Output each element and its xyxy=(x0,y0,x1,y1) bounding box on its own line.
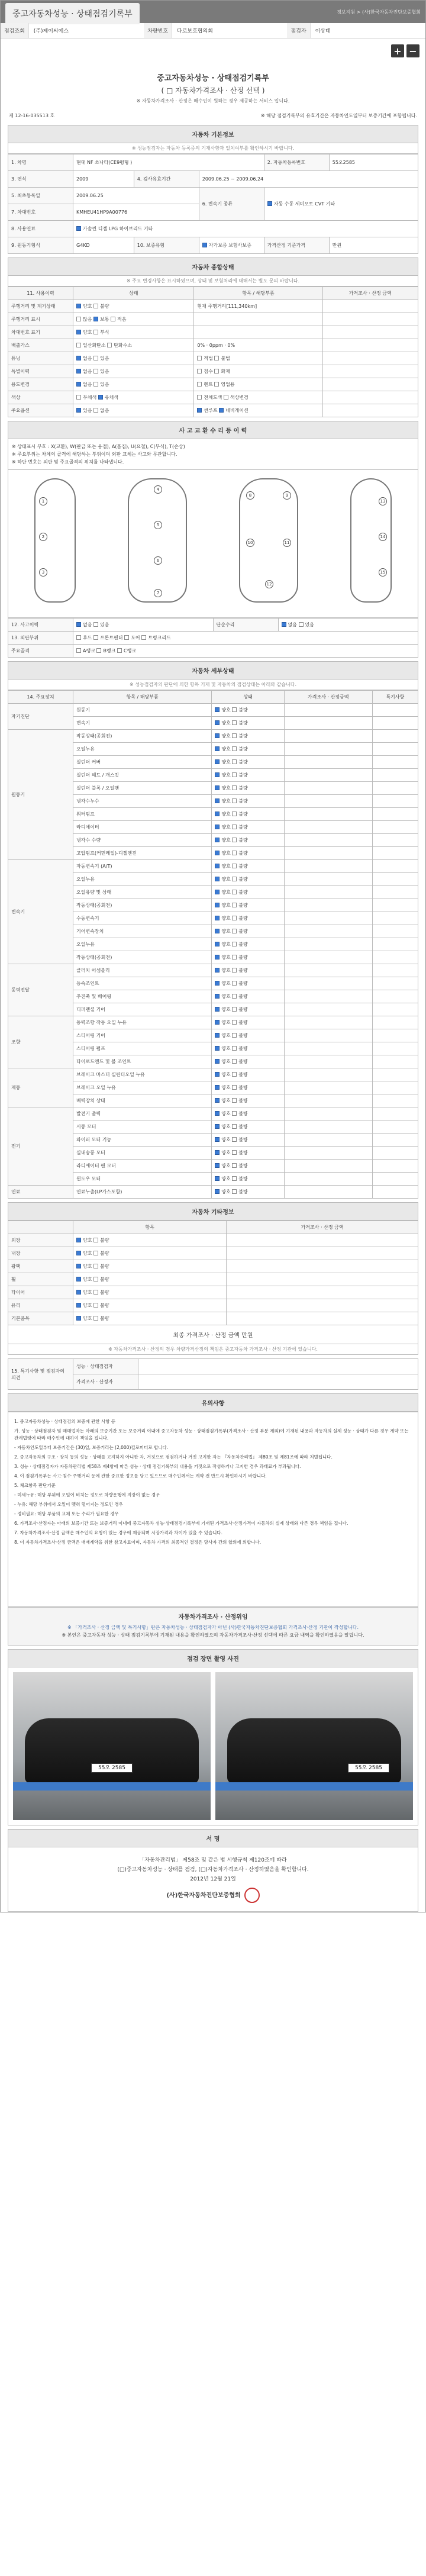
other-info-row: 타이어 양호 불량 xyxy=(8,1286,418,1299)
other-info-label: 외장 xyxy=(8,1234,73,1247)
car-right-side-diagram: 13 14 15 xyxy=(350,478,392,603)
detail-item-state: 양호 불량 xyxy=(212,769,285,782)
document-title: 중고자동차성능 · 상태점검기록부 xyxy=(157,74,269,83)
first-reg-value: 2009.06.25 xyxy=(73,188,199,204)
detail-item-state: 양호 불량 xyxy=(212,1055,285,1068)
transmission-value: 자동 수동 세미오토 CVT 기타 xyxy=(264,188,418,221)
year-label: 3. 연식 xyxy=(8,171,73,188)
detail-item-name: 브레이크 마스터 실린더오일 누유 xyxy=(73,1068,212,1081)
zoom-in-button[interactable]: + xyxy=(391,44,404,57)
detail-item-state: 양호 불량 xyxy=(212,730,285,743)
detail-head: 자동차 세부상태 xyxy=(8,661,418,680)
detail-item-state: 양호 불량 xyxy=(212,1016,285,1029)
car-value: 다로보호협의회 xyxy=(177,28,213,34)
other-info-row: 광택 양호 불량 xyxy=(8,1260,418,1273)
detail-item-state: 양호 불량 xyxy=(212,717,285,730)
document-title-block xyxy=(8,63,418,110)
front-photo xyxy=(13,1672,211,1820)
detail-section-name: 연료 xyxy=(8,1186,73,1199)
accident-head: 사 고 교 환 수 리 등 이 력 xyxy=(8,421,418,439)
fuel-value: 가솔린 디젤 LPG 하이브리드 기타 xyxy=(73,221,418,237)
detail-row xyxy=(8,1186,418,1199)
detail-row xyxy=(8,730,418,743)
detail-row xyxy=(8,1016,418,1029)
summary-row: 차대번호 표기 xyxy=(8,326,73,339)
detail-item-name: 오일누유 xyxy=(73,938,212,951)
detail-row xyxy=(8,860,418,873)
basic-info-table xyxy=(8,154,418,254)
detail-col-note: 특기사항 xyxy=(372,691,418,704)
other-info-label: 광택 xyxy=(8,1260,73,1273)
summary-head: 자동차 종합상태 xyxy=(8,257,418,276)
detail-item-state: 양호 불량 xyxy=(212,912,285,925)
car-frame-diagram: 8 9 10 11 12 xyxy=(239,478,298,603)
detail-item-state: 양호 불량 xyxy=(212,1107,285,1120)
detail-item-name: 스티어링 기어 xyxy=(73,1029,212,1042)
detail-item-name: 실내송풍 모터 xyxy=(73,1147,212,1160)
other-info-label: 기본품목 xyxy=(8,1312,73,1325)
detail-item-name: 수동변속기 xyxy=(73,912,212,925)
detail-item-name: 작동상태(공회전) xyxy=(73,951,212,964)
note-item: 6. 가격조사·산정자는 아래의 보증기간 또는 보증거리 이내에 중고자동차 성능·상태점검기록부에 기재된 가격조사·산정가격이 자동차의 실제 상태와 다른 경우 책임을 집니다. xyxy=(14,1521,348,1526)
vin-value: KMHEU41HP9A00776 xyxy=(73,204,199,221)
car-no-label: 2. 자동차등록번호 xyxy=(264,154,329,171)
reg-value: (주)제이씨에스 xyxy=(33,28,69,34)
detail-item-name: 실린더 블록 / 오일팬 xyxy=(73,782,212,795)
document-desc: ※ 자동차가격조사 · 산정은 매수인이 원하는 경우 제공하는 서비스 입니다. xyxy=(136,98,290,104)
detail-item-name: 변속기 xyxy=(73,717,212,730)
note-item: 5. 체크항목 판단기준 xyxy=(14,1483,56,1488)
special-notes-table xyxy=(8,1358,418,1390)
detail-col-item: 14. 주요장치 xyxy=(8,691,73,704)
detail-item-state: 양호 불량 xyxy=(212,1134,285,1147)
detail-section-name: 동력전달 xyxy=(8,964,73,1016)
other-info-label: 타이어 xyxy=(8,1286,73,1299)
car-top-diagram: 4 5 6 7 xyxy=(128,478,187,603)
other-info-row: 휠 양호 불량 xyxy=(8,1273,418,1286)
accident-table: 12. 사고이력 없음 있음 단순수리 없음 있음 13. 외판부위 후드 프론트펜더 도어 트렁크리드 주요골격 A랭크 B랭크 C랭크 xyxy=(8,618,418,658)
sign-line1: 「자동차관리법」 제58조 및 같은 법 시행규칙 제120조에 따라 xyxy=(139,1857,287,1863)
detail-item-name: 시동 모터 xyxy=(73,1120,212,1134)
detail-item-name: 스티어링 펌프 xyxy=(73,1042,212,1055)
summary-row: 용도변경 xyxy=(8,378,73,391)
detail-item-name: 오일누유 xyxy=(73,743,212,756)
car-no-value: 55오2585 xyxy=(329,154,418,171)
summary-col-state: 상태 xyxy=(73,287,194,300)
transmission-label: 6. 변속기 종류 xyxy=(199,188,264,221)
summary-row: 튜닝 xyxy=(8,352,73,365)
signer: (사)한국자동차진단보증협회 xyxy=(8,1888,418,1903)
final-price-line: 최종 가격조사 · 산정 금액 만원 xyxy=(8,1325,418,1344)
notes-body xyxy=(8,1412,418,1607)
detail-table xyxy=(8,690,418,1199)
detail-item-name: 워터펌프 xyxy=(73,808,212,821)
other-info-row: 외장 양호 불량 xyxy=(8,1234,418,1247)
inspector-label: 점검자 xyxy=(287,23,310,38)
detail-item-name: 타이로드엔드 및 볼 조인트 xyxy=(73,1055,212,1068)
detail-item-state: 양호 불량 xyxy=(212,756,285,769)
detail-section-name: 변속기 xyxy=(8,860,73,964)
other-info-row: 기본품목 양호 불량 xyxy=(8,1312,418,1325)
summary-col-history: 11. 사용이력 xyxy=(8,287,73,300)
summary-row: 색상 xyxy=(8,391,73,404)
detail-item-name: 작동상태(공회전) xyxy=(73,899,212,912)
detail-item-name: 실린더 헤드 / 개스킷 xyxy=(73,769,212,782)
detail-item-state: 양호 불량 xyxy=(212,1029,285,1042)
document-subtitle: ( □ 자동차가격조사 · 산정 선택 ) xyxy=(161,86,265,95)
consign-head: 자동차가격조사 · 산정위임 xyxy=(178,1614,248,1621)
detail-section-name: 자기진단 xyxy=(8,704,73,730)
car-diagrams xyxy=(8,470,418,618)
summary-col-item: 항목 / 해당부품 xyxy=(194,287,322,300)
detail-section-name: 원동기 xyxy=(8,730,73,860)
detail-item-name: 라디에이터 xyxy=(73,821,212,834)
document-number: 제 12-16-035513 호 xyxy=(9,113,55,118)
detail-item-state: 양호 불량 xyxy=(212,873,285,886)
zoom-out-button[interactable]: − xyxy=(406,44,419,57)
document-meta xyxy=(8,110,418,121)
detail-row xyxy=(8,1107,418,1120)
detail-item-state: 양호 불량 xyxy=(212,1081,285,1094)
basic-info-head: 자동차 기본정보 xyxy=(8,125,418,143)
detail-item-name: 브레이크 오일 누유 xyxy=(73,1081,212,1094)
detail-item-name: 등속조인트 xyxy=(73,977,212,990)
summary-sub: ※ 주요 변경사항은 표시하였으며, 상태 및 보험처리에 대해서는 별도 문의 바랍니다. xyxy=(8,276,418,286)
car-model-label: 1. 차명 xyxy=(8,154,73,171)
summary-col-price: 가격조사 · 산정 금액 xyxy=(322,287,418,300)
detail-item-name: 추진축 및 베어링 xyxy=(73,990,212,1003)
detail-item-state: 양호 불량 xyxy=(212,951,285,964)
detail-item-name: 윈도우 모터 xyxy=(73,1173,212,1186)
detail-item-state: 양호 불량 xyxy=(212,964,285,977)
detail-item-name: 연료누출(LP가스포함) xyxy=(73,1186,212,1199)
note-item: - 정비필요: 해당 부품의 교체 또는 수리가 필요한 경우 xyxy=(14,1511,119,1516)
detail-item-state: 양호 불량 xyxy=(212,1160,285,1173)
detail-item-state: 양호 불량 xyxy=(212,938,285,951)
inspector-value: 이상태 xyxy=(315,28,331,34)
detail-item-state: 양호 불량 xyxy=(212,1094,285,1107)
detail-item-name: 냉각수누수 xyxy=(73,795,212,808)
other-info-label: 내장 xyxy=(8,1247,73,1260)
warranty-type-value: 자가보증 보험사보증 xyxy=(199,237,264,254)
plate-rear: 55오 2585 xyxy=(348,1763,389,1773)
detail-item-state: 양호 불량 xyxy=(212,795,285,808)
detail-item-name: 디퍼렌셜 기어 xyxy=(73,1003,212,1016)
detail-item-name: 고압펌프(커먼레일)-디젤엔진 xyxy=(73,847,212,860)
detail-col-price: 가격조사 · 산정금액 xyxy=(284,691,372,704)
detail-item-state: 양호 불량 xyxy=(212,743,285,756)
detail-item-name: 배력장치 상태 xyxy=(73,1094,212,1107)
car-model-value: 현대 NF 쏘나타(CE9평형 ) xyxy=(73,154,264,171)
note-item: 4. 이 점검기록부는 사고·침수·주행거리 등에 관한 중요한 정보를 담고 있으므로 매수인께서는 계약 전 반드시 확인하시기 바랍니다. xyxy=(14,1473,267,1479)
other-info-table: 항목 가격조사 · 산정 금액 외장 양호 불량 내장 양호 불량 광택 양호 불량 휠 양호 불량 타이어 양호 불량 유리 양호 불량 기본품목 양호 불량 xyxy=(8,1221,418,1325)
detail-item-name: 클러치 어셈블리 xyxy=(73,964,212,977)
document-body xyxy=(8,63,418,1912)
window-tab[interactable]: 중고자동차성능 · 상태점검기록부 xyxy=(5,3,140,24)
warranty-type-label: 10. 보증유형 xyxy=(134,237,199,254)
detail-item-state: 양호 불량 xyxy=(212,1173,285,1186)
price-warning: ※ 자동차가격조사 · 산정의 경우 차량가격산정의 책임은 중고자동차 가격조사 · 산정 기관에 있습니다. xyxy=(8,1344,418,1355)
consign-body1: ※ 「가격조사 · 산정 금액 및 특기사항」란은 자동차성능 · 상태점검자가 아닌 (사)한국자동차진단보증협회 가격조사·산정 기관이 작성합니다. xyxy=(67,1625,359,1630)
detail-item-state: 양호 불량 xyxy=(212,1120,285,1134)
breadcrumb: 정보지원 > (사)한국자동차진단보증협회 xyxy=(337,9,421,15)
inspection-period-value: 2009.06.25 ~ 2009.06.24 xyxy=(199,171,418,188)
detail-item-name: 오일유량 및 상태 xyxy=(73,886,212,899)
zoom-controls xyxy=(1,38,425,63)
plate-front: 55오 2585 xyxy=(91,1763,133,1773)
detail-item-state: 양호 불량 xyxy=(212,1003,285,1016)
note-item: 2. 중고자동차의 구조 · 장치 등의 성능 · 상태를 고지하지 아니한 자, 거짓으로 점검하거나 거짓 고지한 자는 『자동차관리법』 제80조 및 제81조에 따라 처벌됩니다. xyxy=(14,1454,333,1460)
inspection-period-label: 4. 검사유효기간 xyxy=(134,171,199,188)
signature-head: 서 명 xyxy=(8,1829,418,1847)
detail-item-state: 양호 불량 xyxy=(212,860,285,873)
detail-item-state: 양호 불량 xyxy=(212,821,285,834)
note-item: 가. 성능 · 상태점검자 및 매매업자는 아래의 보증기간 또는 보증거리 이내에 중고자동차 성능 · 상태점검기록부(가격조사 · 산정 부분 제외)에 기재된 내용과 자동차의 실제 성능 · 상태가 다른 경우 계약 또는 관계법령에 따라 매수인에 대하여 책임을 집니다. xyxy=(14,1428,409,1441)
detail-item-name: 원동기 xyxy=(73,704,212,717)
detail-item-state: 양호 불량 xyxy=(212,847,285,860)
photos-head: 점검 장면 촬영 사진 xyxy=(8,1649,418,1667)
vin-label: 7. 차대번호 xyxy=(8,204,73,221)
detail-item-name: 와이퍼 모터 기능 xyxy=(73,1134,212,1147)
sign-date: 2012년 12월 21일 xyxy=(190,1876,236,1882)
detail-section-name: 조향 xyxy=(8,1016,73,1068)
reg-label: 점검조회 xyxy=(1,23,29,38)
summary-row: 주행거리 및 계기상태 xyxy=(8,300,73,313)
detail-col-state: 상태 xyxy=(212,691,285,704)
rear-photo xyxy=(215,1672,413,1820)
car-left-side-diagram: 1 2 3 xyxy=(34,478,76,603)
detail-sub: ※ 성능점검자의 판단에 의한 항목 기재 및 자동차의 점검상태는 아래와 같습니다. xyxy=(8,680,418,690)
detail-item-state: 양호 불량 xyxy=(212,704,285,717)
price-basis-unit: 만원 xyxy=(329,237,418,254)
detail-item-name: 동력조향 작동 오일 누유 xyxy=(73,1016,212,1029)
detail-row xyxy=(8,1068,418,1081)
basic-info-sub: ※ 성능점검자는 자동차 등록증의 기재사항과 일치여부를 확인하시기 바랍니다. xyxy=(8,143,418,154)
info-bar xyxy=(1,23,425,38)
detail-item-name: 라디에이터 팬 모터 xyxy=(73,1160,212,1173)
detail-item-state: 양호 불량 xyxy=(212,808,285,821)
summary-row: 주요옵션 xyxy=(8,404,73,417)
detail-item-state: 양호 불량 xyxy=(212,782,285,795)
detail-item-state: 양호 불량 xyxy=(212,990,285,1003)
special-check-label: 가격조사 · 산정자 xyxy=(73,1374,138,1390)
sign-line2: (□)중고자동차성능 · 상태를 점검, (□)자동차가격조사 · 산정하였음을 확인합니다. xyxy=(117,1867,309,1873)
note-item: - 미세누유: 해당 부위에 오일이 비치는 정도로 차량운행에 지장이 없는 경우 xyxy=(14,1492,160,1498)
validity-text: ※ 해당 점검기록부의 유효기간은 자동차인도일부터 보증기간에 포함됩니다. xyxy=(260,113,417,118)
notes-head: 유의사항 xyxy=(8,1393,418,1412)
consignment-box xyxy=(8,1607,418,1646)
seal-stamp xyxy=(244,1888,260,1903)
engine-type-label: 9. 원동기형식 xyxy=(8,237,73,254)
odometer-value: 현재 주행거리[111,340km] xyxy=(194,300,322,313)
detail-item-name: 기어변속장치 xyxy=(73,925,212,938)
detail-section-name: 제동 xyxy=(8,1068,73,1107)
special-sub-label: 성능 · 상태점검자 xyxy=(73,1359,138,1374)
note-item: 8. 이 자동차가격조사·산정 금액은 매매계약을 위한 참고자료이며, 자동차 가격의 최종적인 결정은 당사자 간의 합의에 의합니다. xyxy=(14,1540,262,1545)
other-info-label: 휠 xyxy=(8,1273,73,1286)
detail-item-state: 양호 불량 xyxy=(212,899,285,912)
detail-item-state: 양호 불량 xyxy=(212,925,285,938)
detail-item-state: 양호 불량 xyxy=(212,1186,285,1199)
detail-item-name: 실린더 커버 xyxy=(73,756,212,769)
detail-item-state: 양호 불량 xyxy=(212,1147,285,1160)
detail-item-state: 양호 불량 xyxy=(212,886,285,899)
summary-table: 11. 사용이력 상태 항목 / 해당부품 가격조사 · 산정 금액 주행거리 및 계기상태 양호 불량 현재 주행거리[111,340km] 주행거리 표시 많음 보통 적음 차대번호 표기 양호 부식 배출가스 일산화탄소 탄화수소 0% · 0ppm · 0% 튜닝 없음 있음 적법 불법 특별이력 없음 있음 침수 화재 용도변경 없음 있음 렌트 영업용 색상 무채색 유채색 전체도색 색상변경 주요옵션 있음 없음 썬루프 네비게이션 xyxy=(8,286,418,417)
consign-body2: ※ 본인은 중고자동차 성능 · 상태 점검기록부에 기재된 내용을 확인하였으며 자동차가격조사·산정 선택에 따른 요금 내역을 확인하였음을 알립니다. xyxy=(62,1632,364,1638)
summary-row: 배출가스 xyxy=(8,339,73,352)
summary-row: 특별이력 xyxy=(8,365,73,378)
detail-item-name: 발전기 출력 xyxy=(73,1107,212,1120)
fuel-label: 8. 사용연료 xyxy=(8,221,73,237)
special-label: 15. 특기사항 및 점검자의 의견 xyxy=(8,1359,73,1390)
note-item: 3. 성능 · 상태점검자가 자동차관리법 제58조 제4항에 따른 성능 · 상태 점검기록부의 내용을 거짓으로 작성하거나 고지한 경우 과태료가 부과됩니다. xyxy=(14,1464,301,1469)
other-info-row: 내장 양호 불량 xyxy=(8,1247,418,1260)
detail-item-state: 양호 불량 xyxy=(212,1042,285,1055)
detail-item-name: 냉각수 수량 xyxy=(73,834,212,847)
detail-section-name: 전기 xyxy=(8,1107,73,1186)
other-info-label: 유리 xyxy=(8,1299,73,1312)
first-reg-label: 5. 최초등록일 xyxy=(8,188,73,204)
detail-item-name: 작동상태(공회전) xyxy=(73,730,212,743)
note-item: - 누유: 해당 부위에서 오일이 맺혀 떨어지는 정도인 경우 xyxy=(14,1502,123,1507)
detail-item-state: 양호 불량 xyxy=(212,977,285,990)
price-basis-label: 가격산정 기준가격 xyxy=(264,237,329,254)
summary-row: 주행거리 표시 xyxy=(8,313,73,326)
detail-item-name: 자동변속기 (A/T) xyxy=(73,860,212,873)
detail-row xyxy=(8,704,418,717)
accident-legend: ※ 상태표시 부호 : X(교환), W(판금 또는 용접), A(흠집), U(요철), C(부식), T(손상) ※ 주요부위는 차체의 골격에 해당하는 부위이며 외판 교체는 사고와 무관합니다. ※ 하단 번호는 외판 및 주요골격의 위치를 나타냅니다. xyxy=(8,439,418,470)
detail-item-state: 양호 불량 xyxy=(212,1068,285,1081)
title-bar xyxy=(1,1,425,23)
note-item: 7. 자동차가격조사·산정 금액은 매수인의 요청이 있는 경우에 제공되며 시장가격과 차이가 있을 수 있습니다. xyxy=(14,1530,223,1535)
detail-row xyxy=(8,964,418,977)
detail-item-name: 오일누유 xyxy=(73,873,212,886)
photos-row xyxy=(8,1667,418,1825)
detail-item-state: 양호 불량 xyxy=(212,834,285,847)
year-value: 2009 xyxy=(73,171,134,188)
note-item: 1. 중고자동차성능 · 상태점검의 보증에 관한 사항 등 xyxy=(14,1419,116,1424)
signature-block xyxy=(8,1847,418,1912)
note-item: - 자동차인도일부터 보증기간은 (30)일, 보증거리는 (2,000)킬로미터로 합니다. xyxy=(14,1445,169,1450)
engine-type-value: G4KD xyxy=(73,237,134,254)
detail-col-detail: 항목 / 해당부품 xyxy=(73,691,212,704)
other-info-row: 유리 양호 불량 xyxy=(8,1299,418,1312)
car-label: 차량번호 xyxy=(144,23,172,38)
other-info-head: 자동차 기타정보 xyxy=(8,1202,418,1221)
